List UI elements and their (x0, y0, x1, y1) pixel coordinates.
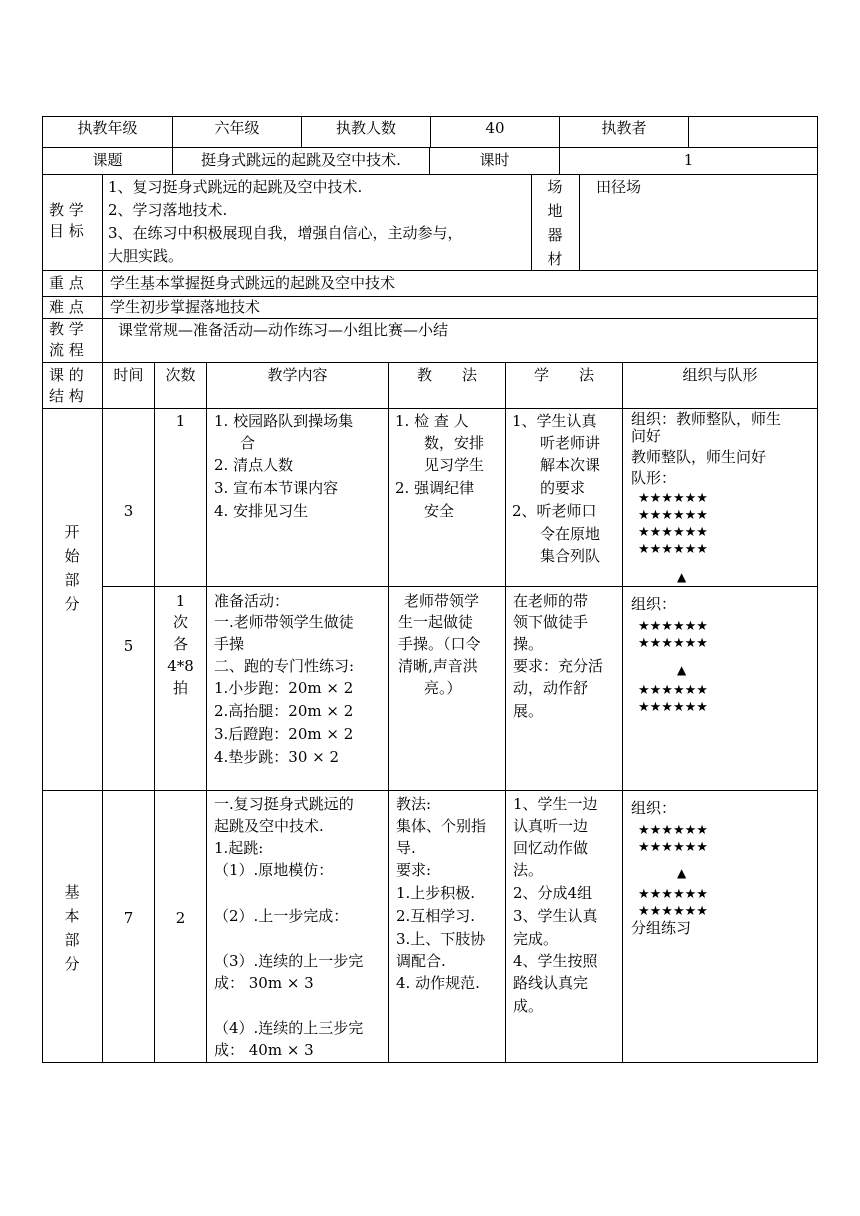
teacher-marker-icon: ▲ (677, 570, 687, 584)
teacher-marker-icon: ▲ (677, 663, 687, 677)
formation-stars: ★★★★★★ (638, 636, 708, 651)
goal-line: 3、在练习中积极展现自我，增强自信心，主动参与， (108, 224, 463, 242)
goal-line: 大胆实践。 (108, 247, 184, 265)
formation-stars: ★★★★★★ (638, 887, 708, 902)
count-label: 执教人数 (335, 119, 396, 137)
hours-label: 课时 (479, 151, 510, 169)
grade-label: 执教年级 (77, 119, 138, 137)
basic-part-label: 基 本 部 分 (64, 883, 80, 973)
topic-value: 挺身式跳远的起跳及空中技术. (201, 151, 401, 169)
formation-stars: ★★★★★★ (638, 491, 708, 506)
learn-header: 学 法 (533, 366, 594, 384)
formation-stars: ★★★★★★ (638, 840, 708, 855)
goals-label-a: 教 学 (49, 201, 84, 219)
flow-value: 课堂常规—准备活动—动作练习—小组比赛—小结 (118, 321, 449, 339)
count-value: 40 (485, 119, 505, 137)
formation-stars: ★★★★★★ (638, 700, 708, 715)
goal-line: 2、学习落地技术. (108, 201, 228, 219)
structure-header-b: 结 构 (49, 387, 84, 405)
flow-label-a: 教 学 (49, 320, 84, 338)
org-header: 组织与队形 (682, 366, 758, 384)
start-part-label: 开 始 部 分 (64, 523, 80, 613)
goals-label-b: 目 标 (49, 222, 84, 240)
start-row1-time: 3 (123, 502, 134, 520)
basic-time: 7 (123, 909, 134, 927)
key-point-value: 学生基本掌握挺身式跳远的起跳及空中技术 (110, 274, 396, 292)
teacher-marker-icon: ▲ (677, 866, 687, 880)
key-point-label: 重 点 (49, 274, 84, 292)
formation-stars: ★★★★★★ (638, 525, 708, 540)
formation-stars: ★★★★★★ (638, 823, 708, 838)
topic-label: 课题 (92, 151, 123, 169)
venue-label: 场 地 器 材 (547, 178, 563, 268)
goal-line: 1、复习挺身式跳远的起跳及空中技术. (108, 178, 363, 196)
teach-header: 教 法 (416, 366, 477, 384)
venue-value: 田径场 (596, 178, 642, 196)
grade-value: 六年级 (214, 119, 260, 137)
difficulty-label: 难 点 (49, 298, 84, 316)
basic-reps: 2 (175, 909, 186, 927)
group-practice-note: 分组练习 (631, 919, 692, 937)
formation-stars: ★★★★★★ (638, 904, 708, 919)
formation-stars: ★★★★★★ (638, 508, 708, 523)
teacher-label: 执教者 (601, 119, 647, 137)
formation-stars: ★★★★★★ (638, 683, 708, 698)
difficulty-value: 学生初步掌握落地技术 (110, 298, 261, 316)
flow-label-b: 流 程 (49, 341, 84, 359)
structure-header-a: 课 的 (49, 366, 84, 384)
reps-header: 次数 (165, 366, 196, 384)
start-row1-reps: 1 (175, 412, 186, 430)
formation-stars: ★★★★★★ (638, 619, 708, 634)
hours-value: 1 (683, 151, 694, 169)
formation-stars: ★★★★★★ (638, 542, 708, 557)
start-row2-time: 5 (123, 637, 134, 655)
time-header: 时间 (113, 366, 144, 384)
content-header: 教学内容 (267, 366, 328, 384)
